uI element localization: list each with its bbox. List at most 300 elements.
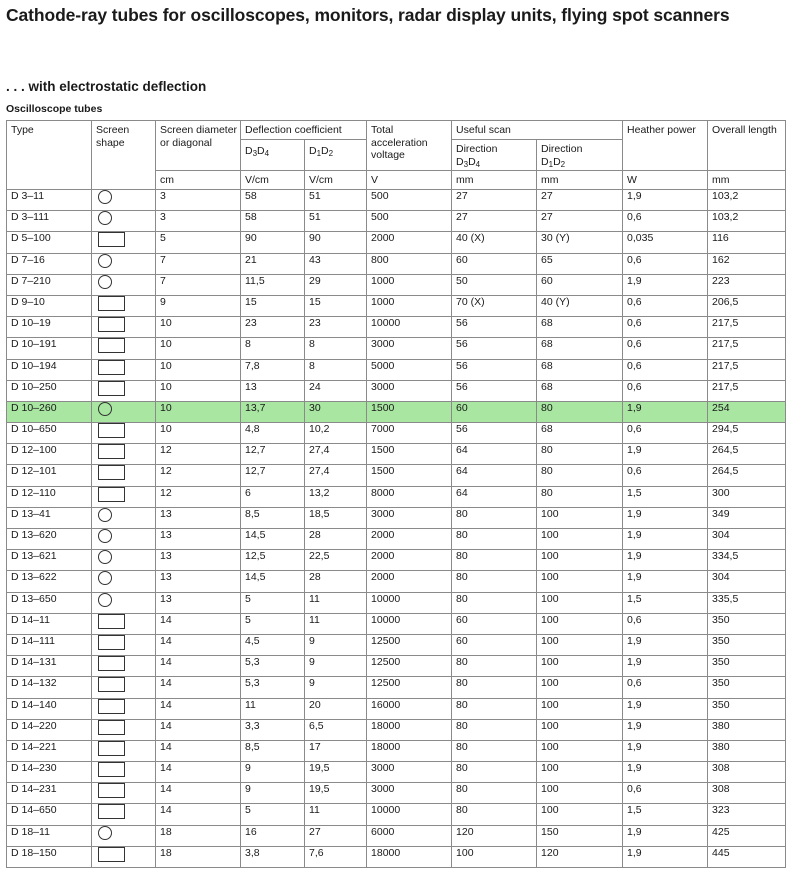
cell-scan-d3d4: 60 — [452, 613, 537, 634]
cell-scan-d3d4: 64 — [452, 486, 537, 507]
cell-deflection-d1d2: 8 — [305, 359, 367, 380]
rectangle-screen-icon — [98, 847, 125, 862]
cell-scan-d1d2: 100 — [537, 634, 623, 655]
unit-length: mm — [708, 171, 786, 190]
header-acceleration-voltage: Total acceleration voltage — [367, 121, 452, 171]
circle-screen-icon — [98, 190, 112, 204]
cell-screen-diagonal: 14 — [156, 804, 241, 825]
cell-scan-d1d2: 100 — [537, 804, 623, 825]
rectangle-screen-icon — [98, 762, 125, 777]
cell-heater-power: 0,6 — [623, 423, 708, 444]
unit-heater: W — [623, 171, 708, 190]
rectangle-screen-icon — [98, 423, 125, 438]
cell-deflection-d1d2: 7,6 — [305, 846, 367, 867]
table-row — [7, 677, 786, 698]
table-row — [7, 190, 786, 211]
cell-overall-length: 304 — [708, 571, 786, 592]
cell-type: D 14–221 — [7, 740, 92, 761]
cell-deflection-d3d4: 13 — [241, 380, 305, 401]
cell-screen-shape — [92, 274, 156, 295]
cell-deflection-d3d4: 15 — [241, 295, 305, 316]
page-title: Cathode-ray tubes for oscilloscopes, monitors, radar display units, flying spot scanners — [6, 5, 730, 25]
cell-type: D 7–210 — [7, 274, 92, 295]
cell-scan-d3d4: 80 — [452, 804, 537, 825]
cell-scan-d1d2: 100 — [537, 677, 623, 698]
cell-scan-d3d4: 56 — [452, 380, 537, 401]
cell-deflection-d3d4: 5 — [241, 613, 305, 634]
rectangle-screen-icon — [98, 614, 125, 629]
cell-heater-power: 1,9 — [623, 762, 708, 783]
cell-screen-shape — [92, 338, 156, 359]
cell-overall-length: 217,5 — [708, 380, 786, 401]
cell-deflection-d3d4: 58 — [241, 211, 305, 232]
cell-screen-diagonal: 3 — [156, 211, 241, 232]
cell-deflection-d1d2: 11 — [305, 804, 367, 825]
cell-type: D 18–11 — [7, 825, 92, 846]
cell-heater-power: 0,6 — [623, 317, 708, 338]
cell-deflection-d1d2: 90 — [305, 232, 367, 253]
cell-type: D 7–16 — [7, 253, 92, 274]
cell-overall-length: 304 — [708, 529, 786, 550]
table-row — [7, 740, 786, 761]
cell-deflection-d1d2: 8 — [305, 338, 367, 359]
cell-scan-d1d2: 68 — [537, 338, 623, 359]
cell-deflection-d3d4: 5 — [241, 592, 305, 613]
cell-screen-shape — [92, 846, 156, 867]
cell-deflection-d1d2: 43 — [305, 253, 367, 274]
cell-deflection-d3d4: 8,5 — [241, 740, 305, 761]
cell-scan-d3d4: 80 — [452, 740, 537, 761]
cell-deflection-d3d4: 12,5 — [241, 550, 305, 571]
header-deflection-d1d2: $D_1D_2$ — [305, 140, 367, 171]
cell-acceleration-voltage: 3000 — [367, 762, 452, 783]
cell-heater-power: 0,035 — [623, 232, 708, 253]
cell-scan-d3d4: 70 (X) — [452, 295, 537, 316]
cell-scan-d1d2: 40 (Y) — [537, 295, 623, 316]
cell-scan-d3d4: 80 — [452, 592, 537, 613]
cell-screen-shape — [92, 656, 156, 677]
cell-acceleration-voltage: 1000 — [367, 274, 452, 295]
header-heater-power: Heather power — [623, 121, 708, 171]
cell-screen-shape — [92, 634, 156, 655]
cell-scan-d3d4: 50 — [452, 274, 537, 295]
cell-overall-length: 103,2 — [708, 190, 786, 211]
cell-overall-length: 162 — [708, 253, 786, 274]
cell-scan-d3d4: 56 — [452, 338, 537, 359]
cell-deflection-d3d4: 16 — [241, 825, 305, 846]
cell-screen-diagonal: 12 — [156, 444, 241, 465]
cell-screen-shape — [92, 507, 156, 528]
cell-deflection-d1d2: 19,5 — [305, 762, 367, 783]
header-overall-length: Overall length — [708, 121, 786, 171]
cell-screen-shape — [92, 677, 156, 698]
cell-overall-length: 206,5 — [708, 295, 786, 316]
cell-scan-d1d2: 100 — [537, 613, 623, 634]
cell-deflection-d3d4: 14,5 — [241, 571, 305, 592]
cell-heater-power: 1,9 — [623, 507, 708, 528]
rectangle-screen-icon — [98, 444, 125, 459]
cell-screen-shape — [92, 295, 156, 316]
cell-screen-shape — [92, 253, 156, 274]
cell-type: D 13–621 — [7, 550, 92, 571]
cell-deflection-d3d4: 13,7 — [241, 401, 305, 422]
cell-screen-shape — [92, 719, 156, 740]
cell-scan-d3d4: 40 (X) — [452, 232, 537, 253]
cell-scan-d1d2: 100 — [537, 740, 623, 761]
cell-deflection-d1d2: 28 — [305, 529, 367, 550]
cell-type: D 14–11 — [7, 613, 92, 634]
circle-screen-icon — [98, 402, 112, 416]
table-row — [7, 698, 786, 719]
cell-screen-shape — [92, 783, 156, 804]
cell-acceleration-voltage: 1500 — [367, 401, 452, 422]
cell-screen-diagonal: 18 — [156, 846, 241, 867]
cell-screen-shape — [92, 232, 156, 253]
table-row — [7, 317, 786, 338]
cell-deflection-d1d2: 11 — [305, 592, 367, 613]
cell-deflection-d1d2: 22,5 — [305, 550, 367, 571]
cell-acceleration-voltage: 1000 — [367, 295, 452, 316]
table-row — [7, 762, 786, 783]
table-row — [7, 232, 786, 253]
cell-screen-shape — [92, 613, 156, 634]
circle-screen-icon — [98, 508, 112, 522]
cell-screen-diagonal: 10 — [156, 401, 241, 422]
cell-overall-length: 349 — [708, 507, 786, 528]
circle-screen-icon — [98, 826, 112, 840]
cell-acceleration-voltage: 8000 — [367, 486, 452, 507]
cell-type: D 3–11 — [7, 190, 92, 211]
table-row — [7, 804, 786, 825]
cell-scan-d3d4: 64 — [452, 465, 537, 486]
cell-overall-length: 350 — [708, 634, 786, 655]
cell-scan-d1d2: 100 — [537, 529, 623, 550]
cell-heater-power: 0,6 — [623, 613, 708, 634]
cell-overall-length: 294,5 — [708, 423, 786, 444]
cell-acceleration-voltage: 2000 — [367, 550, 452, 571]
cell-overall-length: 323 — [708, 804, 786, 825]
cell-type: D 14–650 — [7, 804, 92, 825]
cell-screen-shape — [92, 444, 156, 465]
cell-scan-d1d2: 150 — [537, 825, 623, 846]
cell-type: D 14–111 — [7, 634, 92, 655]
table-row — [7, 465, 786, 486]
cell-deflection-d3d4: 7,8 — [241, 359, 305, 380]
cell-overall-length: 308 — [708, 762, 786, 783]
circle-screen-icon — [98, 211, 112, 225]
cell-screen-diagonal: 10 — [156, 423, 241, 444]
table-row — [7, 253, 786, 274]
table-row — [7, 423, 786, 444]
cell-heater-power: 1,9 — [623, 846, 708, 867]
unit-scan-d1d2: mm — [537, 171, 623, 190]
cell-heater-power: 0,6 — [623, 783, 708, 804]
unit-defl-d3d4: V/cm — [241, 171, 305, 190]
cell-deflection-d1d2: 30 — [305, 401, 367, 422]
cell-heater-power: 1,9 — [623, 719, 708, 740]
table-row — [7, 529, 786, 550]
cell-heater-power: 0,6 — [623, 465, 708, 486]
cell-screen-shape — [92, 762, 156, 783]
cell-acceleration-voltage: 1500 — [367, 465, 452, 486]
header-scan-d3d4: Direction $D_3D_4$ — [452, 140, 537, 171]
cell-deflection-d1d2: 27,4 — [305, 465, 367, 486]
cell-heater-power: 0,6 — [623, 338, 708, 359]
cell-screen-diagonal: 18 — [156, 825, 241, 846]
header-deflection-coefficient: Deflection coefficient — [241, 121, 367, 140]
cell-scan-d3d4: 80 — [452, 783, 537, 804]
cell-deflection-d3d4: 5,3 — [241, 677, 305, 698]
cell-screen-diagonal: 14 — [156, 740, 241, 761]
cell-overall-length: 264,5 — [708, 465, 786, 486]
cell-scan-d1d2: 65 — [537, 253, 623, 274]
cell-screen-diagonal: 14 — [156, 613, 241, 634]
rectangle-screen-icon — [98, 741, 125, 756]
cell-deflection-d3d4: 6 — [241, 486, 305, 507]
cell-type: D 14–230 — [7, 762, 92, 783]
cell-acceleration-voltage: 12500 — [367, 677, 452, 698]
cell-scan-d1d2: 60 — [537, 274, 623, 295]
cell-type: D 18–150 — [7, 846, 92, 867]
rectangle-screen-icon — [98, 783, 125, 798]
cell-screen-shape — [92, 740, 156, 761]
cell-deflection-d1d2: 27 — [305, 825, 367, 846]
cell-screen-diagonal: 10 — [156, 338, 241, 359]
cell-overall-length: 334,5 — [708, 550, 786, 571]
cell-overall-length: 264,5 — [708, 444, 786, 465]
cell-scan-d3d4: 80 — [452, 698, 537, 719]
cell-overall-length: 103,2 — [708, 211, 786, 232]
cell-deflection-d3d4: 8,5 — [241, 507, 305, 528]
cell-screen-shape — [92, 401, 156, 422]
cell-overall-length: 217,5 — [708, 338, 786, 359]
header-deflection-d3d4: $D_3D_4$ — [241, 140, 305, 171]
cell-screen-diagonal: 14 — [156, 762, 241, 783]
cell-scan-d3d4: 60 — [452, 253, 537, 274]
cell-acceleration-voltage: 12500 — [367, 656, 452, 677]
cell-deflection-d1d2: 9 — [305, 656, 367, 677]
rectangle-screen-icon — [98, 317, 125, 332]
cell-deflection-d1d2: 24 — [305, 380, 367, 401]
table-row — [7, 656, 786, 677]
cell-screen-diagonal: 3 — [156, 190, 241, 211]
cell-scan-d1d2: 80 — [537, 401, 623, 422]
cell-heater-power: 1,9 — [623, 550, 708, 571]
cell-scan-d1d2: 30 (Y) — [537, 232, 623, 253]
cell-screen-diagonal: 13 — [156, 571, 241, 592]
cell-screen-diagonal: 13 — [156, 550, 241, 571]
rectangle-screen-icon — [98, 635, 125, 650]
cell-screen-shape — [92, 359, 156, 380]
cell-scan-d3d4: 80 — [452, 677, 537, 698]
cell-screen-diagonal: 10 — [156, 380, 241, 401]
cell-deflection-d1d2: 9 — [305, 634, 367, 655]
cell-acceleration-voltage: 500 — [367, 211, 452, 232]
cell-screen-shape — [92, 465, 156, 486]
cell-scan-d1d2: 68 — [537, 423, 623, 444]
circle-screen-icon — [98, 571, 112, 585]
cell-scan-d1d2: 120 — [537, 846, 623, 867]
rectangle-screen-icon — [98, 360, 125, 375]
header-screen-shape: Screen shape — [92, 121, 156, 190]
rectangle-screen-icon — [98, 699, 125, 714]
rectangle-screen-icon — [98, 381, 125, 396]
cell-heater-power: 1,5 — [623, 804, 708, 825]
cell-heater-power: 1,9 — [623, 825, 708, 846]
cell-screen-diagonal: 14 — [156, 656, 241, 677]
cell-scan-d1d2: 68 — [537, 317, 623, 338]
rectangle-screen-icon — [98, 656, 125, 671]
circle-screen-icon — [98, 550, 112, 564]
cell-deflection-d1d2: 28 — [305, 571, 367, 592]
cell-deflection-d3d4: 21 — [241, 253, 305, 274]
cell-screen-shape — [92, 486, 156, 507]
cell-scan-d1d2: 27 — [537, 190, 623, 211]
cell-screen-shape — [92, 529, 156, 550]
cell-heater-power: 1,9 — [623, 571, 708, 592]
section-heading: Oscilloscope tubes — [6, 103, 103, 115]
cell-screen-shape — [92, 804, 156, 825]
table-row — [7, 550, 786, 571]
table-row — [7, 825, 786, 846]
cell-deflection-d3d4: 3,3 — [241, 719, 305, 740]
cell-heater-power: 1,9 — [623, 698, 708, 719]
cell-type: D 13–41 — [7, 507, 92, 528]
cell-deflection-d3d4: 14,5 — [241, 529, 305, 550]
cell-scan-d1d2: 80 — [537, 486, 623, 507]
table-row — [7, 613, 786, 634]
cell-screen-diagonal: 12 — [156, 486, 241, 507]
cell-overall-length: 350 — [708, 656, 786, 677]
oscilloscope-tubes-table — [6, 120, 786, 868]
cell-deflection-d1d2: 6,5 — [305, 719, 367, 740]
cell-scan-d3d4: 100 — [452, 846, 537, 867]
cell-scan-d3d4: 80 — [452, 719, 537, 740]
rectangle-screen-icon — [98, 720, 125, 735]
cell-deflection-d3d4: 9 — [241, 783, 305, 804]
cell-screen-shape — [92, 317, 156, 338]
cell-deflection-d3d4: 90 — [241, 232, 305, 253]
cell-heater-power: 0,6 — [623, 211, 708, 232]
cell-type: D 14–131 — [7, 656, 92, 677]
cell-screen-diagonal: 14 — [156, 677, 241, 698]
cell-scan-d1d2: 100 — [537, 592, 623, 613]
cell-scan-d3d4: 80 — [452, 550, 537, 571]
table-row — [7, 211, 786, 232]
cell-deflection-d3d4: 12,7 — [241, 465, 305, 486]
cell-scan-d1d2: 100 — [537, 656, 623, 677]
header-type: Type — [7, 121, 92, 190]
cell-screen-diagonal: 10 — [156, 317, 241, 338]
cell-type: D 14–132 — [7, 677, 92, 698]
circle-screen-icon — [98, 529, 112, 543]
cell-screen-shape — [92, 190, 156, 211]
table-row — [7, 783, 786, 804]
cell-screen-shape — [92, 211, 156, 232]
cell-deflection-d3d4: 4,8 — [241, 423, 305, 444]
rectangle-screen-icon — [98, 465, 125, 480]
cell-type: D 13–622 — [7, 571, 92, 592]
cell-overall-length: 380 — [708, 740, 786, 761]
cell-heater-power: 1,9 — [623, 401, 708, 422]
cell-overall-length: 217,5 — [708, 317, 786, 338]
cell-overall-length: 445 — [708, 846, 786, 867]
cell-deflection-d3d4: 9 — [241, 762, 305, 783]
cell-acceleration-voltage: 2000 — [367, 529, 452, 550]
cell-type: D 14–220 — [7, 719, 92, 740]
cell-screen-diagonal: 7 — [156, 274, 241, 295]
cell-overall-length: 350 — [708, 698, 786, 719]
cell-scan-d1d2: 68 — [537, 380, 623, 401]
cell-overall-length: 116 — [708, 232, 786, 253]
cell-scan-d3d4: 64 — [452, 444, 537, 465]
cell-screen-shape — [92, 825, 156, 846]
cell-screen-shape — [92, 571, 156, 592]
cell-type: D 13–620 — [7, 529, 92, 550]
unit-accel: V — [367, 171, 452, 190]
cell-overall-length: 308 — [708, 783, 786, 804]
cell-heater-power: 1,9 — [623, 190, 708, 211]
cell-screen-shape — [92, 380, 156, 401]
cell-type: D 10–191 — [7, 338, 92, 359]
cell-overall-length: 335,5 — [708, 592, 786, 613]
cell-type: D 10–194 — [7, 359, 92, 380]
cell-overall-length: 380 — [708, 719, 786, 740]
cell-scan-d3d4: 27 — [452, 211, 537, 232]
cell-deflection-d1d2: 11 — [305, 613, 367, 634]
cell-acceleration-voltage: 18000 — [367, 740, 452, 761]
cell-screen-diagonal: 13 — [156, 507, 241, 528]
cell-scan-d1d2: 100 — [537, 783, 623, 804]
cell-scan-d1d2: 80 — [537, 444, 623, 465]
cell-scan-d1d2: 100 — [537, 571, 623, 592]
cell-screen-diagonal: 13 — [156, 529, 241, 550]
cell-scan-d3d4: 27 — [452, 190, 537, 211]
cell-type: D 14–231 — [7, 783, 92, 804]
cell-heater-power: 1,9 — [623, 274, 708, 295]
cell-scan-d3d4: 60 — [452, 401, 537, 422]
cell-deflection-d3d4: 3,8 — [241, 846, 305, 867]
cell-deflection-d1d2: 51 — [305, 190, 367, 211]
cell-acceleration-voltage: 3000 — [367, 783, 452, 804]
cell-acceleration-voltage: 16000 — [367, 698, 452, 719]
cell-acceleration-voltage: 2000 — [367, 571, 452, 592]
cell-type: D 10–19 — [7, 317, 92, 338]
cell-acceleration-voltage: 3000 — [367, 507, 452, 528]
cell-scan-d1d2: 100 — [537, 719, 623, 740]
cell-heater-power: 1,5 — [623, 486, 708, 507]
cell-scan-d3d4: 60 — [452, 634, 537, 655]
cell-heater-power: 0,6 — [623, 380, 708, 401]
rectangle-screen-icon — [98, 487, 125, 502]
cell-heater-power: 0,6 — [623, 253, 708, 274]
cell-heater-power: 0,6 — [623, 295, 708, 316]
cell-scan-d3d4: 80 — [452, 529, 537, 550]
cell-type: D 10–260 — [7, 401, 92, 422]
cell-scan-d3d4: 56 — [452, 423, 537, 444]
cell-overall-length: 223 — [708, 274, 786, 295]
cell-acceleration-voltage: 3000 — [367, 380, 452, 401]
cell-deflection-d3d4: 58 — [241, 190, 305, 211]
cell-acceleration-voltage: 6000 — [367, 825, 452, 846]
cell-screen-diagonal: 13 — [156, 592, 241, 613]
cell-overall-length: 350 — [708, 613, 786, 634]
cell-heater-power: 1,9 — [623, 444, 708, 465]
cell-acceleration-voltage: 10000 — [367, 317, 452, 338]
cell-scan-d3d4: 80 — [452, 762, 537, 783]
cell-deflection-d1d2: 51 — [305, 211, 367, 232]
cell-deflection-d1d2: 10,2 — [305, 423, 367, 444]
